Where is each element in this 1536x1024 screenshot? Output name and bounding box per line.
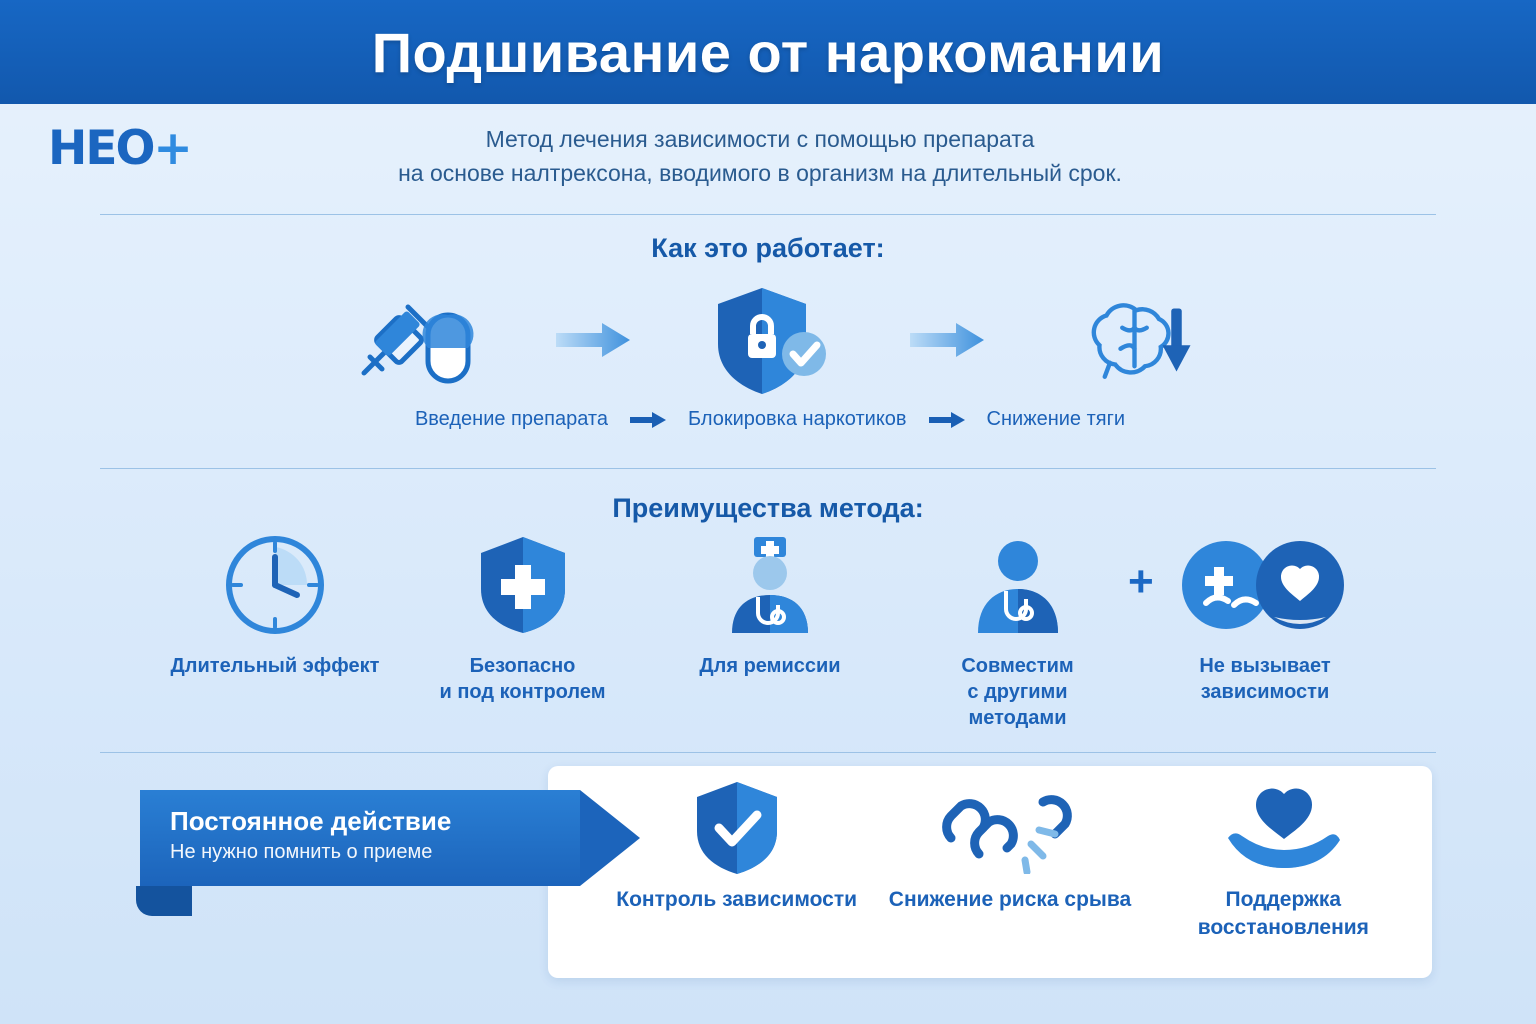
- benefit-item-duration: [160, 535, 390, 679]
- flow-label-2: Блокировка наркотиков: [687, 408, 907, 430]
- benefit-item-no-addiction: [1128, 535, 1380, 705]
- bottom-items-row: [600, 780, 1420, 942]
- shield-lock-icon: [700, 280, 840, 400]
- bottom-label-support-line2: восстановления: [1197, 916, 1369, 939]
- flow-arrow-2-icon: [910, 323, 984, 357]
- benefit-label-safety-line1: Безопасно: [469, 655, 576, 677]
- brain-down-arrow-icon: [1054, 280, 1194, 400]
- page-title: Подшивание от наркомании: [371, 20, 1165, 84]
- logo-word: НЕО: [48, 121, 154, 176]
- bottom-label-relapse: Снижение риска срыва: [888, 888, 1132, 911]
- bottom-label-control: Контроль зависимости: [616, 888, 858, 911]
- benefit-label-safety: [439, 653, 605, 705]
- benefit-label-no-addiction-line2: зависимости: [1200, 681, 1330, 703]
- ribbon-title: Постоянное действие: [170, 806, 452, 836]
- logo-plus: +: [153, 121, 191, 176]
- doctor-icon: [714, 535, 826, 635]
- broken-chain-icon: [935, 780, 1085, 876]
- hand-heart-icon: [1218, 780, 1348, 876]
- benefit-item-compatible: [903, 535, 1133, 731]
- bottom-label-support: [1198, 886, 1369, 942]
- flow-label-row: [330, 408, 1210, 431]
- shield-cross-icon: [471, 535, 575, 635]
- benefit-label-safety-line2: и под контролем: [439, 681, 606, 703]
- flow-icon-row: [330, 280, 1210, 400]
- benefit-label-duration: Длительный эффект: [170, 655, 380, 677]
- flow-label-arrow-1-icon: [630, 412, 666, 428]
- bottom-item-support: [1158, 780, 1408, 942]
- ribbon-text: [170, 804, 590, 866]
- benefit-label-remission: Для ремиссии: [699, 655, 841, 677]
- clock-icon: [223, 535, 327, 635]
- intro-line-1: Метод лечения зависимости с помощью препарата: [485, 126, 1035, 152]
- benefit-label-no-addiction: [1199, 653, 1330, 705]
- ribbon-banner: [140, 790, 640, 896]
- syringe-capsule-icon: [346, 280, 486, 400]
- flow-arrow-1-icon: [556, 323, 630, 357]
- flow-label-3: Снижение тяги: [986, 408, 1126, 430]
- benefit-item-safety: [408, 535, 638, 705]
- flow-label-arrow-2-icon: [929, 412, 965, 428]
- section-title-benefits: Преимущества метода:: [612, 493, 924, 523]
- poster-header: [0, 0, 1536, 104]
- divider-bottom: [100, 752, 1436, 753]
- benefit-label-compatible: [961, 653, 1073, 731]
- bottom-item-control: [612, 780, 862, 914]
- flow-label-1: Введение препарата: [414, 408, 608, 430]
- benefit-item-remission: [655, 535, 885, 679]
- benefit-label-compatible-line2: с другими: [967, 681, 1068, 703]
- patient-icon: [962, 535, 1074, 635]
- broken-chain-heart-icon: [1128, 535, 1360, 635]
- divider-top: [100, 214, 1436, 215]
- benefit-label-no-addiction-line1: Не вызывает: [1199, 655, 1331, 677]
- bottom-label-support-line1: Поддержка: [1225, 888, 1342, 911]
- how-it-works-flow: [330, 280, 1210, 450]
- ribbon-tail: [136, 886, 192, 916]
- intro-text: [280, 122, 1240, 190]
- brand-logo: [48, 120, 248, 178]
- section-title-how-it-works: Как это работает:: [651, 233, 885, 263]
- divider-middle: [100, 468, 1436, 469]
- benefits-row: [160, 535, 1380, 731]
- benefit-label-compatible-line3: методами: [968, 707, 1067, 729]
- logo-text: [48, 120, 248, 178]
- shield-check-icon: [687, 780, 787, 876]
- benefit-label-compatible-line1: Совместим: [961, 655, 1074, 677]
- ribbon-subtitle: Не нужно помнить о приеме: [170, 841, 433, 863]
- plus-sign: +: [1128, 557, 1154, 606]
- bottom-item-relapse: [885, 780, 1135, 914]
- intro-line-2: на основе налтрексона, вводимого в организм на длительный срок.: [398, 160, 1122, 186]
